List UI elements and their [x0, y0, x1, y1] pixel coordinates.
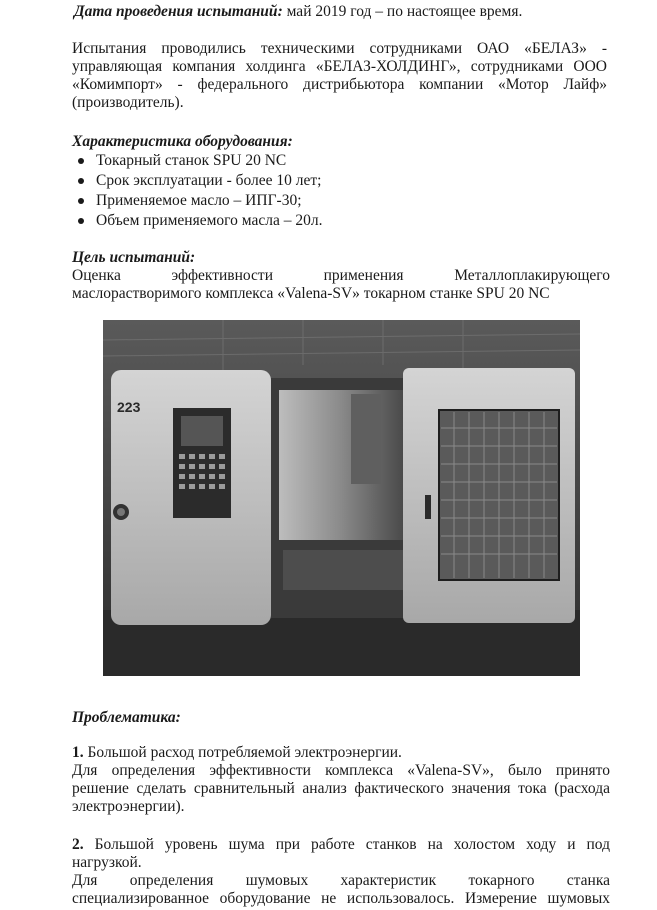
goal-heading: Цель испытаний:: [72, 249, 196, 266]
problems-heading: Проблематика:: [72, 709, 181, 726]
problem-line: электроэнергии).: [72, 798, 185, 815]
problem-title-cont: нагрузкой.: [72, 854, 142, 871]
problem-line: решение сделать сравнительный анализ фактического значения тока (расхода: [72, 780, 610, 797]
problem-number: 2.: [72, 836, 84, 853]
intro-line: (производитель).: [72, 94, 184, 111]
test-date-value: май 2019 год – по настоящее время.: [286, 3, 523, 20]
bullet-dot: [78, 178, 84, 184]
test-date-line: [74, 3, 522, 21]
equipment-list: [72, 151, 322, 231]
goal-line: маслорастворимого комплекса «Valena-SV» токарном станке SPU 20 NC: [72, 285, 550, 302]
equipment-heading: Характеристика оборудования:: [72, 133, 293, 150]
goal-text: [72, 267, 610, 303]
problem-item-2: [72, 836, 610, 908]
intro-line: управляющая компания холдинга «БЕЛАЗ-ХОЛДИНГ», сотрудниками ООО: [72, 58, 607, 75]
list-item: Объем применяемого масла – 20л.: [72, 211, 322, 231]
problem-line: Для определения эффективности комплекса «Valena-SV», было принято: [72, 762, 610, 779]
test-date-colon: :: [277, 3, 283, 20]
problem-line: Для определения шумовых характеристик токарного станка: [72, 872, 610, 889]
problem-line: специализированное оборудование не использовалось. Измерение шумовых: [72, 890, 610, 907]
problem-title: Большой расход потребляемой электроэнергии.: [87, 744, 402, 761]
problem-number: 1.: [72, 744, 84, 761]
goal-line: Оценка эффективности применения Металлоплакирующего: [72, 267, 610, 284]
problem-title: Большой уровень шума при работе станков на холостом ходу и под: [94, 836, 610, 853]
list-item: Токарный станок SPU 20 NC: [72, 151, 322, 171]
list-item: Срок эксплуатации - более 10 лет;: [72, 171, 322, 191]
machine-label: 223: [117, 399, 141, 415]
bullet-dot: [78, 198, 84, 204]
intro-line: Испытания проводились техническими сотрудниками ОАО «БЕЛАЗ» -: [72, 40, 607, 57]
intro-paragraph: [72, 40, 607, 112]
bullet-dot: [78, 158, 84, 164]
bullet-dot: [78, 218, 84, 224]
intro-line: «Комимпорт» - федерального дистрибьютора компании «Мотор Лайф»: [72, 76, 607, 93]
test-date-label: Дата проведения испытаний: [74, 3, 278, 20]
lathe-photo: [103, 320, 580, 676]
list-item: Применяемое масло – ИПГ-30;: [72, 191, 322, 211]
problem-item-1: [72, 744, 610, 816]
lathe-photo-svg: [103, 320, 580, 676]
